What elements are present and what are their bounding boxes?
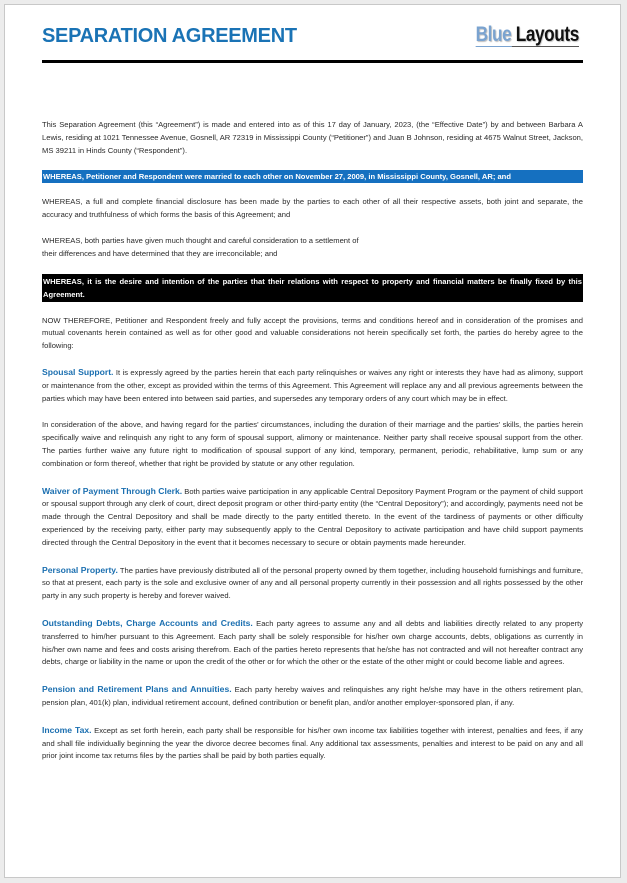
section-text: It is expressly agreed by the parties herein that each party relinquishes or waives any right or interests they have had as alimony, support or maintenance from the other, except as provided within the terms of this Agreement. This Agreement will replace any and all previous agreements between the parties which may have been entered into between said parties, and supersedes any temporary orders of any court which may be in effect. — [42, 367, 583, 403]
section-text: The parties have previously distributed all of the personal property owned by them together, including household furnishings and furniture, so that at present, each party is the sole and exclusive owner of any and all personal property currently in their possession and all rights possessed by the other party in any such property is hereby and forever waived. — [42, 565, 583, 601]
section-waiver-of-payment — [42, 485, 583, 550]
logo-word-blue: Blue — [475, 23, 512, 46]
document-title: SEPARATION AGREEMENT — [42, 25, 297, 47]
document-body — [42, 119, 583, 777]
document-page — [4, 4, 621, 878]
section-outstanding-debts — [42, 617, 583, 669]
section-pension-retirement — [42, 683, 583, 710]
section-heading: Personal Property. — [42, 564, 118, 575]
whereas-irreconcilable-line2: their differences and have determined that they are irreconcilable; and — [42, 248, 278, 258]
section-spousal-support-continued — [42, 419, 583, 470]
whereas-marriage-banner: WHEREAS, Petitioner and Respondent were married to each other on November 27, 2009, in Mississippi County, Gosnell, AR; and — [42, 170, 583, 183]
section-personal-property — [42, 564, 583, 603]
section-text: Both parties waive participation in any applicable Central Depository Payment Program or the payment of child support or spousal support through any clerk of court, direct deposit program or other third-party entity (the “Central Depository”); and accordingly, payments need not be made through the Central Depository and shall be made directly to the party entitled thereto. In the event of the tardiness of payments or other difficulty experienced by the receiving party, either party may subsequently apply to the Central Depository to activate participation and have child support payments directed through the Central Depository in the event that it becomes necessary to secure or obtain payments made hereunder. — [42, 486, 583, 547]
section-text: Each party agrees to assume any and all debts and liabilities directly related to any property transferred to him/her pursuant to this Agreement. Each party shall be solely responsible for his/her own charge accounts, debts, obligations as currently in his/her own name and fees and costs arising therefrom. Each of the parties hereto represents that he/she has not contracted and will not hereafter contract any debts, charge or liability in the name or upon the credit of the other or for which the other or the estate of the other might or could become liable and agrees. — [42, 618, 583, 667]
section-text: Each party hereby waives and relinquishes any right he/she may have in the others retirement plan, pension plan, 401(k) plan, individual retirement account, defined contribution or benefit plan, and/or another employer-sponsored plan, if any. — [42, 685, 584, 707]
section-text: In consideration of the above, and having regard for the parties’ circumstances, including the duration of their marriage and the parties’ skills, the parties herein specifically waive and relinquish any right to any form of spousal support, alimony or maintenance. Neither party shall receive spousal support from the other. The parties further waive any future right to modification of spousal support of any kind, temporary, permanent, periodic, rehabilitative, lump sum or any combination or form thereof, whether that right be provided by statute or any other regulation. — [42, 420, 583, 468]
whereas-irreconcilable — [42, 235, 583, 261]
section-heading: Outstanding Debts, Charge Accounts and Credits. — [42, 617, 253, 628]
blue-layouts-logo — [476, 23, 579, 47]
whereas-intention-banner: WHEREAS, it is the desire and intention of the parties that their relations with respect to property and financial matters be finally fixed by this Agreement. — [42, 274, 583, 302]
section-spousal-support — [42, 366, 583, 405]
section-income-tax — [42, 724, 583, 763]
section-heading: Income Tax. — [42, 724, 92, 735]
intro-paragraph: This Separation Agreement (this “Agreement”) is made and entered into as of this 17 day of January, 2023, (the “Effective Date”) by and between Barbara A Lewis, residing at 1021 Tennessee Avenue, Gosnell, AR 72319 in Mississippi County (“Petitioner”) and Juan B Johnson, residing at 4675 Walnut Street, Jackson, MS 39211 in Hinds County (“Respondent”). — [42, 120, 583, 155]
logo-word-layouts: Layouts — [511, 23, 579, 46]
section-heading: Waiver of Payment Through Clerk. — [42, 485, 183, 496]
whereas-irreconcilable-line1: WHEREAS, both parties have given much thought and careful consideration to a settlement of — [42, 235, 359, 245]
whereas-disclosure: WHEREAS, a full and complete financial disclosure has been made by the parties to each other of all their respective assets, both joint and separate, the accuracy and truthfulness of which forms the basis of this Agreement; and — [42, 197, 583, 220]
section-heading: Pension and Retirement Plans and Annuities. — [42, 684, 232, 695]
document-header — [42, 15, 583, 63]
section-heading: Spousal Support. — [42, 366, 114, 377]
now-therefore-paragraph: NOW THEREFORE, Petitioner and Respondent freely and fully accept the provisions, terms and conditions hereof and in consideration of the promises and mutual covenants herein contained as well as for other good and valuable considerations not herein specifically set forth, the parties do hereby agree to the following: — [42, 315, 583, 351]
section-text: Except as set forth herein, each party shall be responsible for his/her own income tax liabilities together with interest, penalties and fees, if any and shall file individually beginning the year the divorce decree becomes final. Any additional tax assessments, penalties and interest to be paid on any and all prior joint income tax returns files by the parties shall be paid by both parties equally. — [42, 725, 583, 761]
